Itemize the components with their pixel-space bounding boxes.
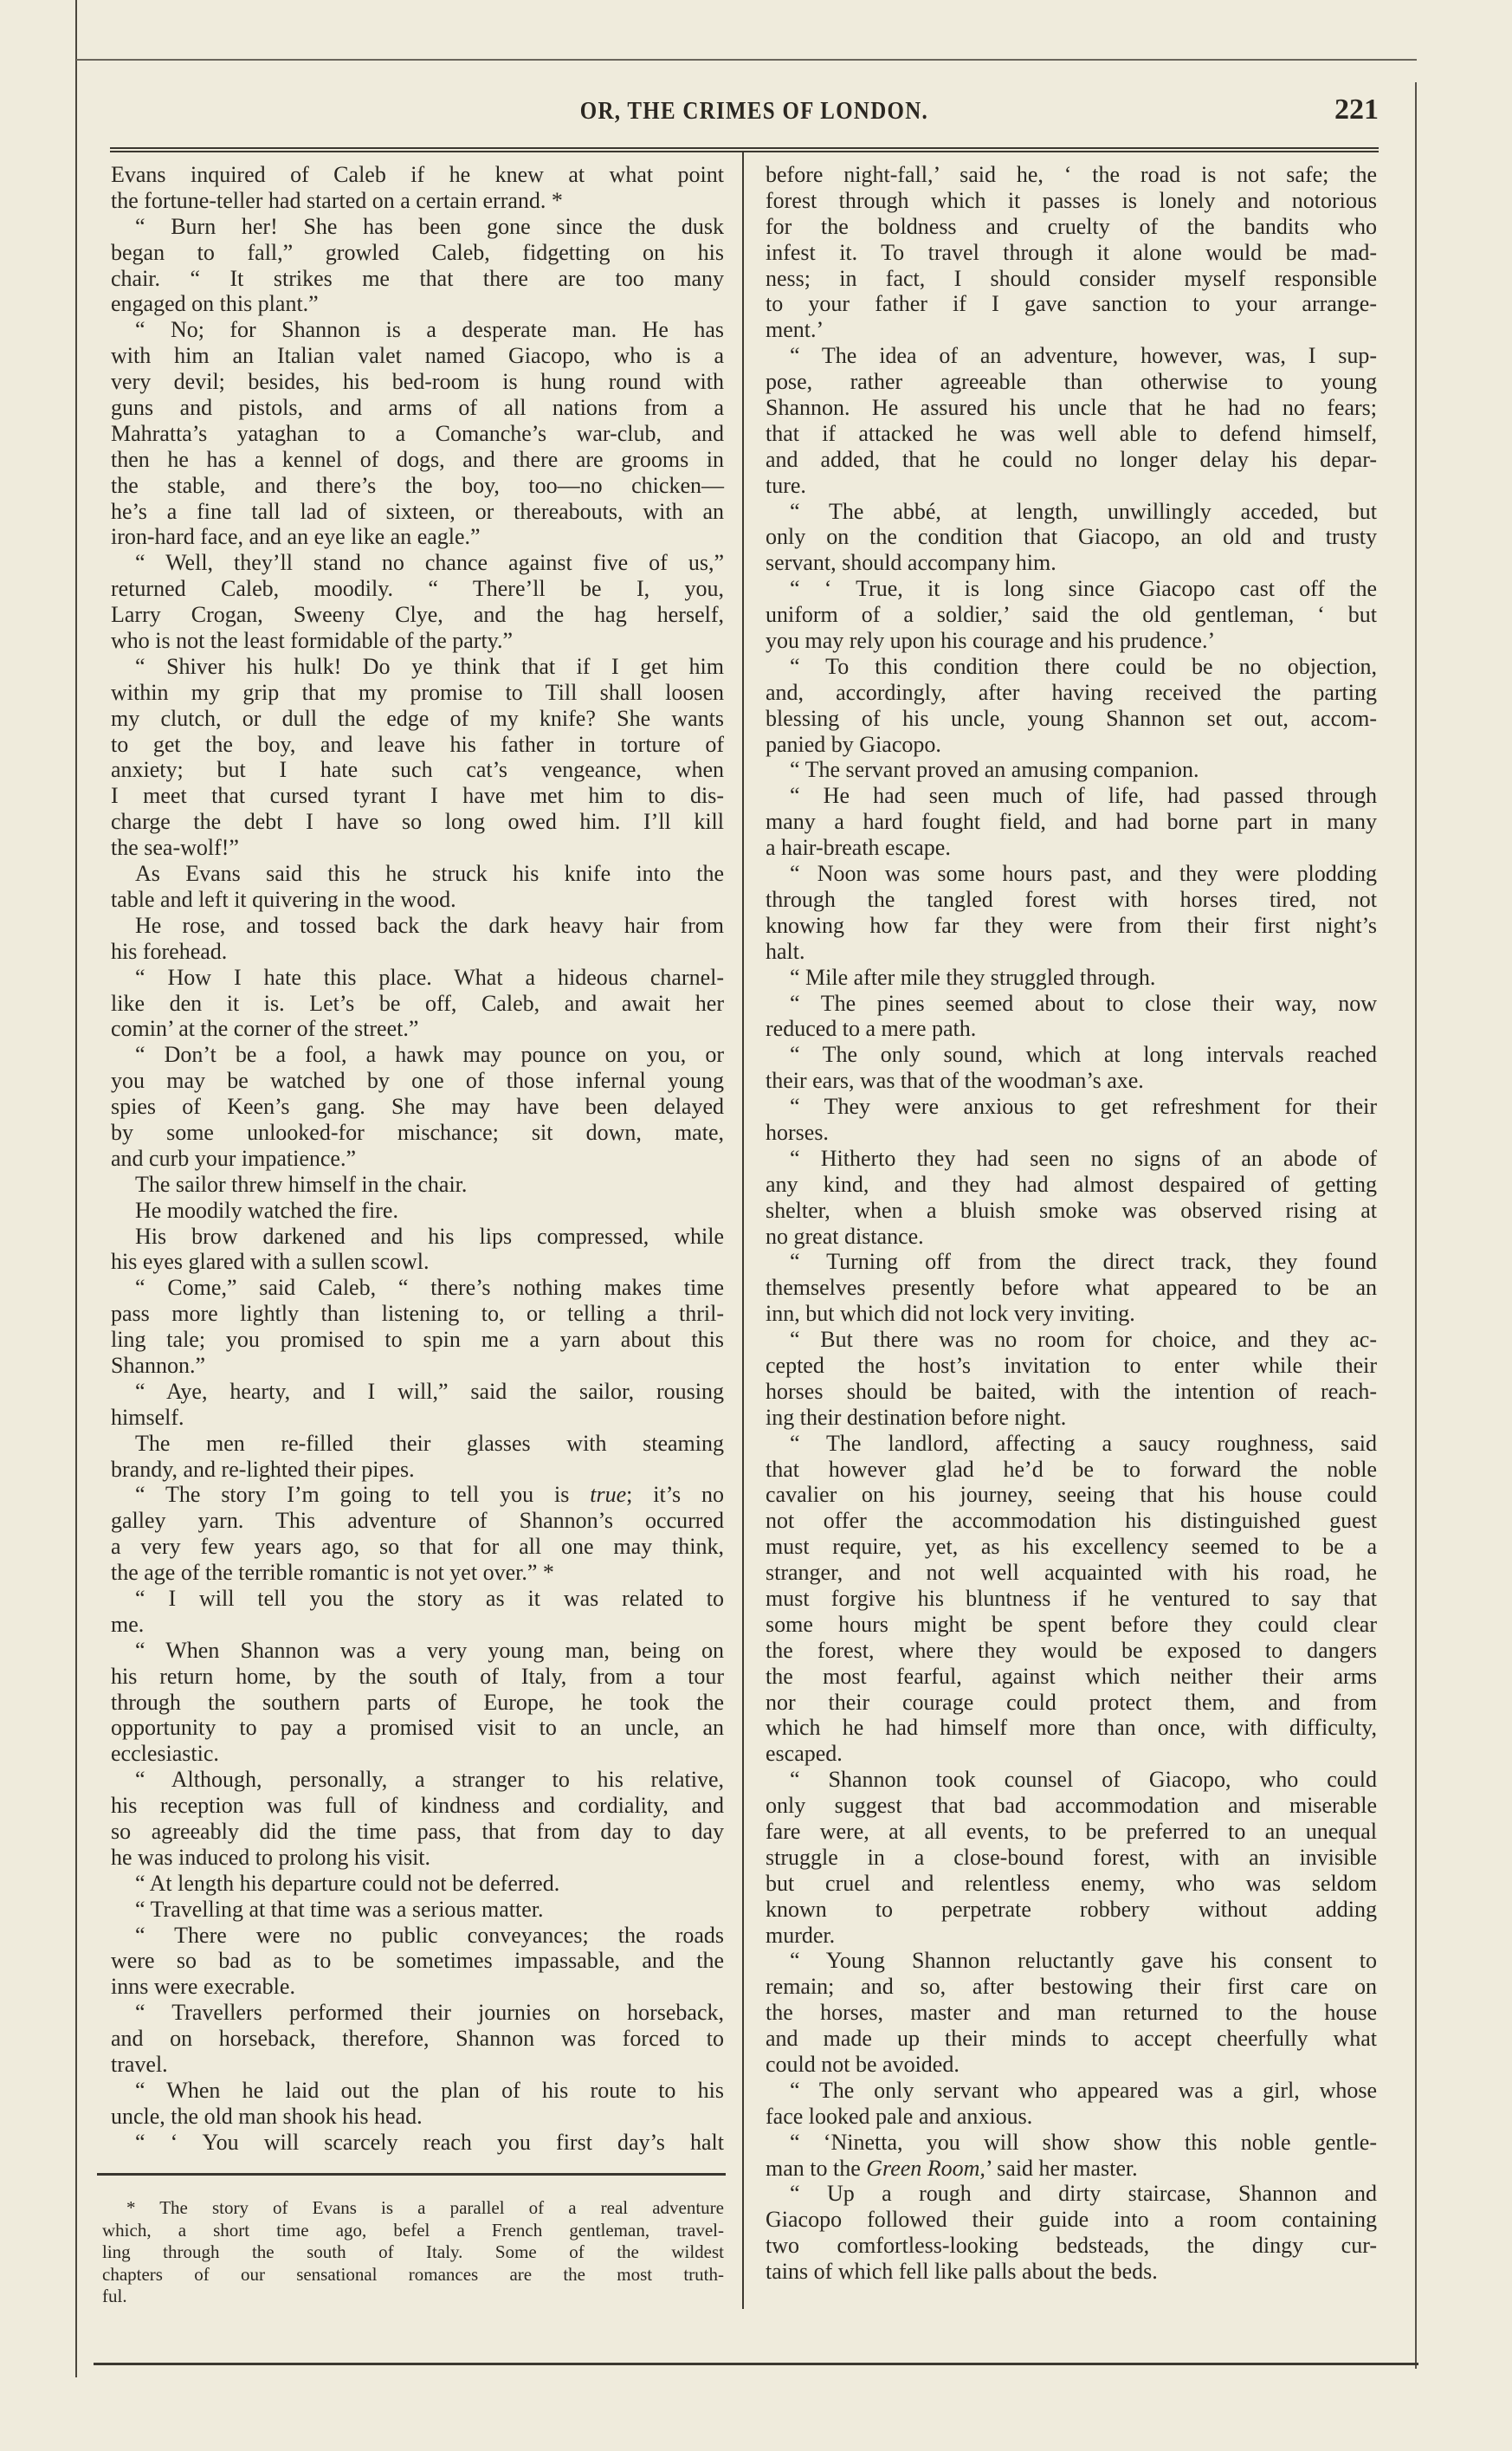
text-line: “ Turning off from the direct track, they found xyxy=(790,1249,1377,1275)
text-line: could not be avoided. xyxy=(766,2052,960,2078)
text-line: his return home, by the south of Italy, from a tour xyxy=(111,1663,724,1689)
text-line: ful. xyxy=(102,2286,127,2306)
paragraph xyxy=(111,1767,724,1871)
italic-text: Green Room, xyxy=(866,2155,985,2181)
paragraph xyxy=(766,343,1377,498)
text-line: my clutch, or dull the edge of my knife? She wants xyxy=(111,705,724,731)
text-line: cavalier on his journey, seeing that his house could xyxy=(766,1482,1377,1508)
text-line: “ Aye, hearty, and I will,” said the sailor, rousing xyxy=(135,1378,724,1404)
text-line: began to fall,” growled Caleb, fidgetting on his xyxy=(111,239,724,265)
text-line: ing their destination before night. xyxy=(766,1404,1067,1430)
text-line: Evans inquired of Caleb if he knew at what point xyxy=(111,162,724,187)
paragraph xyxy=(102,2197,724,2308)
text-line: He rose, and tossed back the dark heavy hair from xyxy=(135,912,724,938)
paragraph xyxy=(111,1198,724,1224)
paragraph xyxy=(111,1275,724,1379)
text-line: cepted the host’s invitation to enter while their xyxy=(766,1352,1377,1378)
text-line: fare were, at all events, to be preferred to an unequal xyxy=(766,1819,1377,1844)
text-line: ecclesiastic. xyxy=(111,1741,219,1767)
text-line: escaped. xyxy=(766,1741,843,1767)
text-line: His brow darkened and his lips compressed, while xyxy=(135,1223,724,1249)
text-line: “ Don’t be a fool, a hawk may pounce on you, or xyxy=(135,1042,724,1068)
text-line: you may be watched by one of those infernal young xyxy=(111,1068,724,1094)
text-line: known to perpetrate robbery without adding xyxy=(766,1896,1377,1922)
paragraph xyxy=(111,1586,724,1638)
text-line: “ They were anxious to get refreshment for their xyxy=(790,1094,1377,1120)
text-line: Larry Crogan, Sweeny Clye, and the hag herself, xyxy=(111,602,724,628)
text-line: were so bad as to be sometimes impassable, and the xyxy=(111,1948,724,1974)
text-line: As Evans said this he struck his knife into the xyxy=(135,861,724,887)
text-line: * The story of Evans is a parallel of a real adventure xyxy=(126,2197,724,2218)
paragraph xyxy=(766,1767,1377,1948)
text-line: through the tangled forest with horses tired, not xyxy=(766,886,1377,912)
paragraph xyxy=(111,1897,724,1923)
text-line: and, accordingly, after having received the parting xyxy=(766,679,1377,705)
paragraph xyxy=(111,1638,724,1767)
paragraph xyxy=(766,1948,1377,2077)
text-line: Shannon. He assured his uncle that he had no fears; xyxy=(766,395,1377,421)
text-line: many a hard fought field, and had borne part in many xyxy=(766,809,1377,835)
text-line: with him an Italian valet named Giacopo, who is a xyxy=(111,343,724,369)
paragraph xyxy=(766,861,1377,965)
left-column xyxy=(111,162,724,2181)
paragraph xyxy=(766,1327,1377,1431)
text-line: only on the condition that Giacopo, an old and trusty xyxy=(766,524,1377,550)
text-line: inn, but which did not lock very inviting. xyxy=(766,1301,1135,1327)
text-line: that if attacked he was well able to defend himself, xyxy=(766,420,1377,446)
page-frame-top-rule xyxy=(76,59,1417,61)
text-line: that however glad he’d be to forward the noble xyxy=(766,1456,1377,1482)
paragraph xyxy=(766,1146,1377,1250)
paragraph xyxy=(111,214,724,318)
text-line: “ The only servant who appeared was a girl, whose xyxy=(790,2077,1377,2103)
text-line: uncle, the old man shook his head. xyxy=(111,2103,423,2129)
text-line: and on horseback, therefore, Shannon was forced to xyxy=(111,2026,724,2052)
text-line: you may rely upon his courage and his prudence.’ xyxy=(766,628,1216,654)
text-line: must require, yet, as his excellency seemed to be a xyxy=(766,1534,1377,1560)
text-line: ment.’ xyxy=(766,317,824,343)
text-line: “ There were no public conveyances; the roads xyxy=(135,1922,724,1948)
text-line: infest it. To travel through it alone would be mad- xyxy=(766,239,1377,265)
text-line: engaged on this plant.” xyxy=(111,291,319,317)
text-line: guns and pistols, and arms of all nations from a xyxy=(111,395,724,421)
text-line: himself. xyxy=(111,1404,184,1430)
text-line: pass more lightly than listening to, or telling a thril- xyxy=(111,1301,724,1327)
text-line: “ The landlord, affecting a saucy roughness, said xyxy=(790,1430,1377,1456)
page-frame-bottom-rule xyxy=(94,2363,1418,2365)
text-line: servant, should accompany him. xyxy=(766,550,1056,576)
text-line: charge the debt I have so long owed him. I’ll kill xyxy=(111,809,724,835)
paragraph xyxy=(766,2078,1377,2130)
paragraph xyxy=(111,317,724,550)
text-line: through the southern parts of Europe, he took the xyxy=(111,1689,724,1715)
text-line: the fortune-teller had started on a certain errand. * xyxy=(111,187,563,213)
text-line: he’s a fine tall lad of sixteen, or thereabouts, with an xyxy=(111,498,724,524)
text-line: “ He had seen much of life, had passed through xyxy=(790,783,1377,809)
text-span: “ The story I’m going to tell you is xyxy=(135,1482,591,1508)
text-line: I meet that cursed tyrant I have met him to dis- xyxy=(111,783,724,809)
text-line: “ Come,” said Caleb, “ there’s nothing makes time xyxy=(135,1275,724,1301)
text-line: their ears, was that of the woodman’s axe. xyxy=(766,1068,1144,1094)
text-line: but cruel and relentless enemy, who was seldom xyxy=(766,1870,1377,1896)
text-line: remain; and so, after bestowing their first care on xyxy=(766,1974,1377,2000)
text-line: forest through which it passes is lonely and notorious xyxy=(766,187,1377,213)
text-line: ture. xyxy=(766,472,806,498)
text-line: He moodily watched the fire. xyxy=(135,1197,398,1223)
text-line: “ The only sound, which at long intervals reached xyxy=(790,1042,1377,1068)
text-line: “ When he laid out the plan of his route to his xyxy=(135,2077,724,2103)
text-line: chapters of our sensational romances are the most truth- xyxy=(102,2263,724,2285)
text-line: chair. “ It strikes me that there are too many xyxy=(111,265,724,291)
text-line: before night-fall,’ said he, ‘ the road is not safe; the xyxy=(766,162,1377,187)
text-line: me. xyxy=(111,1611,145,1637)
paragraph xyxy=(111,1431,724,1483)
text-line: very devil; besides, his bed-room is hung round with xyxy=(111,369,724,395)
text-line: “ Noon was some hours past, and they were plodding xyxy=(790,861,1377,887)
text-line xyxy=(766,2156,1377,2182)
text-line: for the boldness and cruelty of the bandits who xyxy=(766,213,1377,239)
text-line: brandy, and re-lighted their pipes. xyxy=(111,1456,415,1482)
text-line: a hair-breath escape. xyxy=(766,835,951,861)
text-line: his reception was full of kindness and cordiality, and xyxy=(111,1793,724,1819)
text-line: the age of the terrible romantic is not yet over.” * xyxy=(111,1560,554,1586)
text-line: “ When Shannon was a very young man, being on xyxy=(135,1637,724,1663)
running-head-title: OR, THE CRIMES OF LONDON. xyxy=(579,97,929,125)
text-line: “ At length his departure could not be deferred. xyxy=(135,1870,560,1896)
text-line: must forgive his bluntness if he ventured to say that xyxy=(766,1585,1377,1611)
text-line: comin’ at the corner of the street.” xyxy=(111,1016,419,1042)
text-line: “ Young Shannon reluctantly gave his consent to xyxy=(790,1948,1377,1974)
text-line: any kind, and they had almost despaired of getting xyxy=(766,1171,1377,1197)
text-line: stranger, and not well acquainted with his road, he xyxy=(766,1560,1377,1586)
text-line: which, a short time ago, befel a French gentleman, travel- xyxy=(102,2219,724,2241)
text-line: only suggest that bad accommodation and miserable xyxy=(766,1793,1377,1819)
text-line: “ No; for Shannon is a desperate man. He has xyxy=(135,317,724,343)
text-line: “ Well, they’ll stand no chance against five of us,” xyxy=(135,550,724,576)
header-double-rule xyxy=(110,147,1379,149)
text-line: The men re-filled their glasses with steaming xyxy=(135,1430,724,1456)
paragraph xyxy=(111,1923,724,2001)
paragraph xyxy=(111,1871,724,1897)
paragraph xyxy=(766,162,1377,343)
paragraph xyxy=(766,499,1377,577)
text-line: returned Caleb, moodily. “ There’ll be I, you, xyxy=(111,576,724,602)
paragraph xyxy=(111,2078,724,2130)
text-line: shelter, when a bluish smoke was observed rising at xyxy=(766,1197,1377,1223)
text-line: no great distance. xyxy=(766,1223,924,1249)
paragraph xyxy=(766,1042,1377,1094)
text-line: face looked pale and anxious. xyxy=(766,2103,1033,2129)
text-line: like den it is. Let’s be off, Caleb, and await her xyxy=(111,990,724,1016)
paragraph xyxy=(111,654,724,861)
text-line: tains of which fell like palls about the beds. xyxy=(766,2259,1158,2285)
text-line: “ Shiver his hulk! Do ye think that if I get him xyxy=(135,653,724,679)
paragraph xyxy=(766,1094,1377,1146)
text-line: knowing how far they were from their first night’s xyxy=(766,912,1377,938)
text-line: halt. xyxy=(766,938,805,964)
text-line: inns were execrable. xyxy=(111,1974,295,2000)
text-line: ness; in fact, I should consider myself responsible xyxy=(766,265,1377,291)
text-line: panied by Giacopo. xyxy=(766,731,941,757)
paragraph xyxy=(111,1042,724,1171)
text-line: the stable, and there’s the boy, too—no chicken— xyxy=(111,472,724,498)
text-line: “ Travellers performed their journies on horseback, xyxy=(135,2000,724,2026)
text-line: The sailor threw himself in the chair. xyxy=(135,1171,468,1197)
text-line xyxy=(111,2156,724,2182)
text-line: opportunity to pay a promised visit to an uncle, an xyxy=(111,1715,724,1741)
text-line: so agreeably did the time pass, that from day to day xyxy=(111,1819,724,1844)
paragraph xyxy=(111,2000,724,2078)
text-line: “ I will tell you the story as it was related to xyxy=(135,1585,724,1611)
right-column xyxy=(766,162,1377,2285)
text-line: “ ‘ You will scarcely reach you first day’s halt xyxy=(135,2129,724,2155)
text-line: the horses, master and man returned to the house xyxy=(766,2000,1377,2026)
paragraph xyxy=(111,913,724,965)
text-line: horses. xyxy=(766,1119,829,1145)
paragraph xyxy=(111,1224,724,1276)
text-line: ling tale; you promised to spin me a yarn about this xyxy=(111,1327,724,1353)
paragraph xyxy=(111,1379,724,1431)
text-line: his forehead. xyxy=(111,938,228,964)
text-line: and curb your impatience.” xyxy=(111,1145,356,1171)
text-line: travel. xyxy=(111,2052,168,2078)
text-line: the sea-wolf!” xyxy=(111,835,239,861)
text-line: by some unlooked-for mischance; sit down, mate, xyxy=(111,1119,724,1145)
paragraph xyxy=(766,783,1377,861)
text-span: ’ said her master. xyxy=(985,2155,1138,2181)
page-frame-right-rule xyxy=(1415,82,1417,2369)
paragraph xyxy=(111,965,724,1043)
footnote-rule xyxy=(97,2173,726,2176)
text-span: ; it’s no xyxy=(626,1482,724,1508)
text-line xyxy=(111,1482,724,1508)
text-line: “ Mile after mile they struggled through. xyxy=(790,964,1156,990)
text-line: struggle in a close-bound forest, with an invisible xyxy=(766,1844,1377,1870)
text-line: and made up their minds to accept cheerfully what xyxy=(766,2026,1377,2052)
text-line: “ The idea of an adventure, however, was, I sup- xyxy=(790,343,1377,369)
text-line: reduced to a mere path. xyxy=(766,1016,977,1042)
text-line: “ The abbé, at length, unwillingly acceded, but xyxy=(790,498,1377,524)
page-frame-left-rule xyxy=(75,0,77,2377)
page-number: 221 xyxy=(1334,94,1379,126)
text-line: murder. xyxy=(766,1922,836,1948)
text-line: “ ‘Ninetta, you will show show this noble gentle- xyxy=(790,2129,1377,2155)
paragraph xyxy=(766,2130,1377,2182)
column-divider xyxy=(742,152,744,2309)
footnote xyxy=(102,2197,724,2308)
text-line: and added, that he could no longer delay his depar- xyxy=(766,446,1377,472)
text-line: “ ‘ True, it is long since Giacopo cast off the xyxy=(790,576,1377,602)
text-line: a very few years ago, so that for all one may think, xyxy=(111,1534,724,1560)
text-line: “ Travelling at that time was a serious matter. xyxy=(135,1896,544,1922)
text-line: galley yarn. This adventure of Shannon’s occurred xyxy=(111,1508,724,1534)
paragraph xyxy=(111,1482,724,1586)
text-line: to get the boy, and leave his father in torture of xyxy=(111,731,724,757)
text-line: “ But there was no room for choice, and they ac- xyxy=(790,1327,1377,1353)
text-line: the most fearful, against which neither their arms xyxy=(766,1663,1377,1689)
text-line: anxiety; but I hate such cat’s vengeance, when xyxy=(111,757,724,783)
text-line: Shannon.” xyxy=(111,1352,206,1378)
paragraph xyxy=(766,654,1377,758)
text-line: horses should be baited, with the intention of reach- xyxy=(766,1378,1377,1404)
text-line: table and left it quivering in the wood. xyxy=(111,886,456,912)
paragraph xyxy=(766,1431,1377,1768)
text-line: two comfortless-looking bedsteads, the dingy cur- xyxy=(766,2233,1377,2259)
text-line: then he has a kennel of dogs, and there are grooms in xyxy=(111,446,724,472)
paragraph xyxy=(766,757,1377,783)
text-line: Giacopo followed their guide into a room containing xyxy=(766,2207,1377,2233)
text-line: blessing of his uncle, young Shannon set out, accom- xyxy=(766,705,1377,731)
text-line: not offer the accommodation his distinguished guest xyxy=(766,1508,1377,1534)
text-span: man to the xyxy=(766,2155,867,2181)
text-line: he was induced to prolong his visit. xyxy=(111,1844,431,1870)
text-line: some hours might be spent before they could clear xyxy=(766,1611,1377,1637)
paragraph xyxy=(111,1172,724,1198)
text-line: the forest, where they would be exposed to dangers xyxy=(766,1637,1377,1663)
text-line: Mahratta’s yataghan to a Comanche’s war-club, and xyxy=(111,420,724,446)
text-line: “ To this condition there could be no objection, xyxy=(790,653,1377,679)
text-line: “ The servant proved an amusing companion. xyxy=(790,757,1199,783)
text-line: themselves presently before what appeared to be an xyxy=(766,1275,1377,1301)
text-line: which he had himself more than once, with difficulty, xyxy=(766,1715,1377,1741)
text-line: “ Shannon took counsel of Giacopo, who could xyxy=(790,1767,1377,1793)
text-line: nor their courage could protect them, and from xyxy=(766,1689,1377,1715)
paragraph xyxy=(766,2181,1377,2285)
text-line: “ Up a rough and dirty staircase, Shannon and xyxy=(790,2181,1377,2207)
text-line: “ Although, personally, a stranger to his relative, xyxy=(135,1767,724,1793)
paragraph xyxy=(766,576,1377,654)
text-line: “ Hitherto they had seen no signs of an abode of xyxy=(790,1145,1377,1171)
paragraph xyxy=(111,550,724,654)
text-line: iron-hard face, and an eye like an eagle.” xyxy=(111,524,481,550)
text-line: “ Burn her! She has been gone since the dusk xyxy=(135,213,724,239)
text-line: to your father if I gave sanction to your arrange- xyxy=(766,291,1377,317)
text-line: ling through the south of Italy. Some of the wildest xyxy=(102,2241,724,2262)
text-line: who is not the least formidable of the party.” xyxy=(111,628,514,654)
text-line: within my grip that my promise to Till shall loosen xyxy=(111,679,724,705)
paragraph xyxy=(766,965,1377,991)
paragraph xyxy=(766,1249,1377,1327)
text-line: spies of Keen’s gang. She may have been delayed xyxy=(111,1094,724,1120)
text-line: “ The pines seemed about to close their way, now xyxy=(790,990,1377,1016)
text-line: uniform of a soldier,’ said the old gentleman, ‘ but xyxy=(766,602,1377,628)
italic-text: true xyxy=(590,1482,627,1508)
text-line: pose, rather agreeable than otherwise to young xyxy=(766,369,1377,395)
paragraph xyxy=(766,991,1377,1043)
text-line: “ How I hate this place. What a hideous charnel- xyxy=(135,964,724,990)
paragraph xyxy=(111,162,724,214)
paragraph xyxy=(111,861,724,913)
text-line: his eyes glared with a sullen scowl. xyxy=(111,1249,430,1275)
